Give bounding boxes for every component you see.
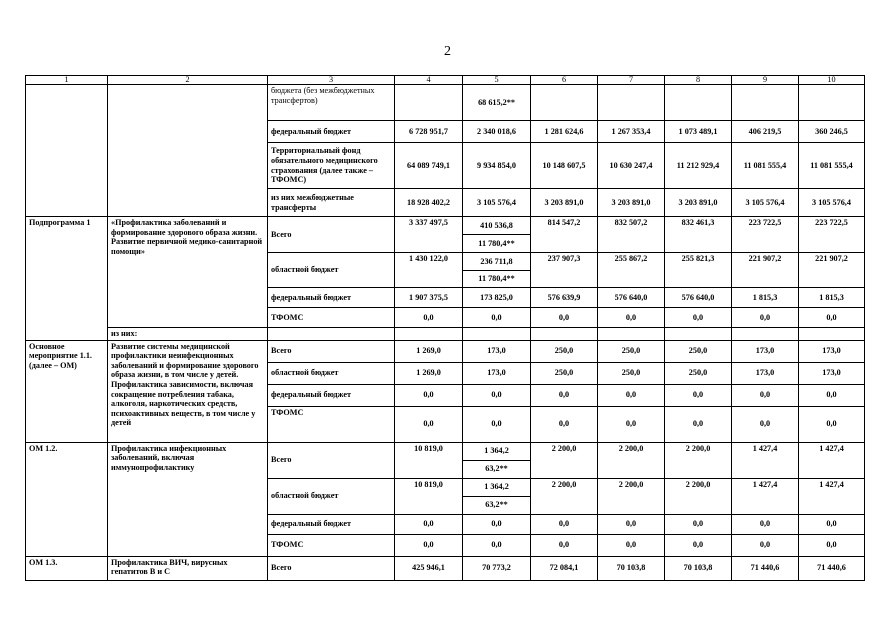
value-cell: 173,0 — [799, 340, 865, 362]
value-cell: 425 946,1 — [395, 556, 463, 580]
table-row — [26, 85, 865, 121]
value-cell: 0,0 — [598, 534, 665, 556]
value-cell — [732, 85, 799, 121]
value-cell: 0,0 — [665, 406, 732, 442]
value-cell: 1 073 489,1 — [665, 121, 732, 143]
value-cell: 10 630 247,4 — [598, 143, 665, 189]
header-cell: 6 — [531, 76, 598, 85]
program-code: Подпрограмма 1 — [26, 217, 108, 341]
value-cell: 0,0 — [799, 534, 865, 556]
value-cell: 71 440,6 — [799, 556, 865, 580]
value-cell: 0,0 — [531, 534, 598, 556]
value-cell: 576 640,0 — [598, 288, 665, 308]
value-cell — [395, 85, 463, 121]
value-cell: 0,0 — [395, 534, 463, 556]
source-label: федеральный бюджет — [268, 384, 395, 406]
value-cell: 11 081 555,4 — [732, 143, 799, 189]
value-cell: 406 219,5 — [732, 121, 799, 143]
source-label: из них межбюджетные трансферты — [268, 189, 395, 217]
value-cell: 72 084,1 — [531, 556, 598, 580]
value-cell: 2 200,0 — [665, 442, 732, 478]
value-cell: 1 281 624,6 — [531, 121, 598, 143]
value-cell: 10 148 607,5 — [531, 143, 598, 189]
value-cell: 9 934 854,0 — [463, 143, 531, 189]
value-cell: 70 773,2 — [463, 556, 531, 580]
value-cell: 237 907,3 — [531, 253, 598, 288]
table-row — [26, 340, 865, 362]
header-row — [26, 76, 865, 85]
value-cell: 3 203 891,0 — [665, 189, 732, 217]
empty-cell — [395, 328, 463, 341]
empty-cell — [531, 328, 598, 341]
header-cell: 5 — [463, 76, 531, 85]
value-cell: 3 105 576,4 — [463, 189, 531, 217]
empty-cell — [108, 85, 268, 217]
value-cell: 250,0 — [598, 340, 665, 362]
source-label: областной бюджет — [268, 362, 395, 384]
table-row — [26, 217, 865, 235]
value-cell: 0,0 — [463, 514, 531, 534]
value-cell: 11 081 555,4 — [799, 143, 865, 189]
value-cell: 1 815,3 — [732, 288, 799, 308]
value-cell: 0,0 — [799, 406, 865, 442]
value-cell: 0,0 — [531, 406, 598, 442]
table-row — [26, 556, 865, 580]
value-cell: 173,0 — [463, 362, 531, 384]
value-cell: 0,0 — [531, 384, 598, 406]
value-cell: 0,0 — [665, 534, 732, 556]
value-cell: 2 340 018,6 — [463, 121, 531, 143]
source-label: Всего — [268, 340, 395, 362]
empty-cell — [732, 328, 799, 341]
value-cell: 0,0 — [463, 534, 531, 556]
value-cell: 0,0 — [598, 514, 665, 534]
source-label: областной бюджет — [268, 253, 395, 288]
value-cell: 576 639,9 — [531, 288, 598, 308]
empty-cell — [799, 328, 865, 341]
source-label: Всего — [268, 556, 395, 580]
value-cell: 3 203 891,0 — [531, 189, 598, 217]
om-code: ОМ 1.2. — [26, 442, 108, 556]
value-cell — [799, 85, 865, 121]
empty-cell — [26, 85, 108, 217]
header-cell: 2 — [108, 76, 268, 85]
source-label: ТФОМС — [268, 308, 395, 328]
value-cell: 0,0 — [665, 384, 732, 406]
value-cell: 1 427,4 — [799, 478, 865, 514]
value-cell: 250,0 — [665, 362, 732, 384]
page-number: 2 — [444, 44, 451, 59]
value-cell: 0,0 — [732, 384, 799, 406]
value-cell: 0,0 — [463, 406, 531, 442]
om-name: Развитие системы медицинской профилактики неинфекционных заболеваний и формирование здорового образа жизни, в том числе у детей. Профилактика зависимости, включая сокращение потребления табака, алкоголя, наркотических средств, психоактивных веществ, в том числе у детей — [108, 340, 268, 442]
source-label: ТФОМС — [268, 406, 395, 442]
value-cell-extra: 63,2** — [463, 496, 531, 514]
value-cell-extra: 11 780,4** — [463, 235, 531, 253]
value-cell: 1 364,2 — [463, 478, 531, 496]
value-cell: 0,0 — [732, 406, 799, 442]
value-cell: 64 089 749,1 — [395, 143, 463, 189]
source-label: бюджета (без межбюджетных трансфертов) — [268, 85, 395, 121]
empty-cell — [665, 328, 732, 341]
value-cell: 250,0 — [531, 340, 598, 362]
value-cell: 832 461,3 — [665, 217, 732, 253]
value-cell: 250,0 — [665, 340, 732, 362]
value-cell: 410 536,8 — [463, 217, 531, 235]
value-cell: 10 819,0 — [395, 478, 463, 514]
value-cell: 250,0 — [598, 362, 665, 384]
value-cell: 0,0 — [732, 534, 799, 556]
value-cell: 0,0 — [395, 406, 463, 442]
header-cell: 10 — [799, 76, 865, 85]
source-label: федеральный бюджет — [268, 288, 395, 308]
header-cell: 3 — [268, 76, 395, 85]
value-cell: 2 200,0 — [598, 478, 665, 514]
value-cell: 0,0 — [799, 384, 865, 406]
value-cell: 2 200,0 — [531, 442, 598, 478]
value-cell: 0,0 — [531, 308, 598, 328]
program-name: «Профилактика заболеваний и формирование здорового образа жизни. Развитие первичной медико-санитарной помощи» — [108, 217, 268, 328]
value-cell: 11 212 929,4 — [665, 143, 732, 189]
value-cell-extra: 63,2** — [463, 460, 531, 478]
value-cell: 221 907,2 — [799, 253, 865, 288]
value-cell: 10 819,0 — [395, 442, 463, 478]
value-cell: 0,0 — [799, 308, 865, 328]
value-cell — [598, 85, 665, 121]
om-code: Основное мероприятие 1.1. (далее – ОМ) — [26, 340, 108, 442]
header-cell: 4 — [395, 76, 463, 85]
value-cell: 1 364,2 — [463, 442, 531, 460]
value-cell: 1 430 122,0 — [395, 253, 463, 288]
om-name: Профилактика инфекционных заболеваний, включая иммунопрофилактику — [108, 442, 268, 556]
value-cell: 221 907,2 — [732, 253, 799, 288]
source-label: Территориальный фонд обязательного медицинского страхования (далее также – ТФОМС) — [268, 143, 395, 189]
value-cell: 0,0 — [463, 308, 531, 328]
source-label: Всего — [268, 217, 395, 253]
value-cell: 1 815,3 — [799, 288, 865, 308]
value-cell: 173,0 — [463, 340, 531, 362]
value-cell: 250,0 — [531, 362, 598, 384]
empty-cell — [463, 328, 531, 341]
header-cell: 1 — [26, 76, 108, 85]
source-label: ТФОМС — [268, 534, 395, 556]
value-cell: 0,0 — [463, 384, 531, 406]
value-cell: 68 615,2** — [463, 85, 531, 121]
value-cell: 6 728 951,7 — [395, 121, 463, 143]
value-cell: 70 103,8 — [665, 556, 732, 580]
value-cell: 173,0 — [799, 362, 865, 384]
value-cell: 0,0 — [598, 406, 665, 442]
value-cell: 2 200,0 — [665, 478, 732, 514]
empty-cell — [268, 328, 395, 341]
value-cell: 18 928 402,2 — [395, 189, 463, 217]
value-cell: 2 200,0 — [598, 442, 665, 478]
budget-table — [25, 75, 865, 581]
source-label: федеральный бюджет — [268, 514, 395, 534]
value-cell: 3 337 497,5 — [395, 217, 463, 253]
of-them-label: из них: — [108, 328, 268, 341]
value-cell: 0,0 — [799, 514, 865, 534]
value-cell: 0,0 — [665, 308, 732, 328]
value-cell — [665, 85, 732, 121]
value-cell: 1 427,4 — [732, 478, 799, 514]
value-cell — [531, 85, 598, 121]
table-row — [26, 442, 865, 460]
value-cell: 3 203 891,0 — [598, 189, 665, 217]
value-cell: 236 711,8 — [463, 253, 531, 271]
source-label: федеральный бюджет — [268, 121, 395, 143]
value-cell: 0,0 — [598, 308, 665, 328]
value-cell: 0,0 — [395, 514, 463, 534]
value-cell: 832 507,2 — [598, 217, 665, 253]
value-cell: 2 200,0 — [531, 478, 598, 514]
value-cell: 173,0 — [732, 340, 799, 362]
header-cell: 7 — [598, 76, 665, 85]
empty-cell — [598, 328, 665, 341]
value-cell: 1 907 375,5 — [395, 288, 463, 308]
value-cell: 223 722,5 — [799, 217, 865, 253]
value-cell: 173,0 — [732, 362, 799, 384]
value-cell: 0,0 — [665, 514, 732, 534]
header-cell: 9 — [732, 76, 799, 85]
value-cell: 360 246,5 — [799, 121, 865, 143]
value-cell: 1 427,4 — [732, 442, 799, 478]
value-cell: 1 267 353,4 — [598, 121, 665, 143]
value-cell: 0,0 — [395, 308, 463, 328]
value-cell: 0,0 — [732, 308, 799, 328]
table-row — [26, 328, 865, 341]
value-cell: 70 103,8 — [598, 556, 665, 580]
value-cell: 3 105 576,4 — [732, 189, 799, 217]
source-label: Всего — [268, 442, 395, 478]
value-cell: 0,0 — [732, 514, 799, 534]
value-cell: 71 440,6 — [732, 556, 799, 580]
value-cell: 0,0 — [395, 384, 463, 406]
header-cell: 8 — [665, 76, 732, 85]
om-code: ОМ 1.3. — [26, 556, 108, 580]
source-label: областной бюджет — [268, 478, 395, 514]
value-cell: 255 867,2 — [598, 253, 665, 288]
value-cell: 0,0 — [598, 384, 665, 406]
value-cell: 814 547,2 — [531, 217, 598, 253]
value-cell: 1 427,4 — [799, 442, 865, 478]
value-cell: 576 640,0 — [665, 288, 732, 308]
value-cell: 0,0 — [531, 514, 598, 534]
value-cell: 1 269,0 — [395, 340, 463, 362]
value-cell: 255 821,3 — [665, 253, 732, 288]
value-cell: 173 825,0 — [463, 288, 531, 308]
value-cell-extra: 11 780,4** — [463, 271, 531, 288]
om-name: Профилактика ВИЧ, вирусных гепатитов В и С — [108, 556, 268, 580]
value-cell: 1 269,0 — [395, 362, 463, 384]
value-cell: 3 105 576,4 — [799, 189, 865, 217]
value-cell: 223 722,5 — [732, 217, 799, 253]
